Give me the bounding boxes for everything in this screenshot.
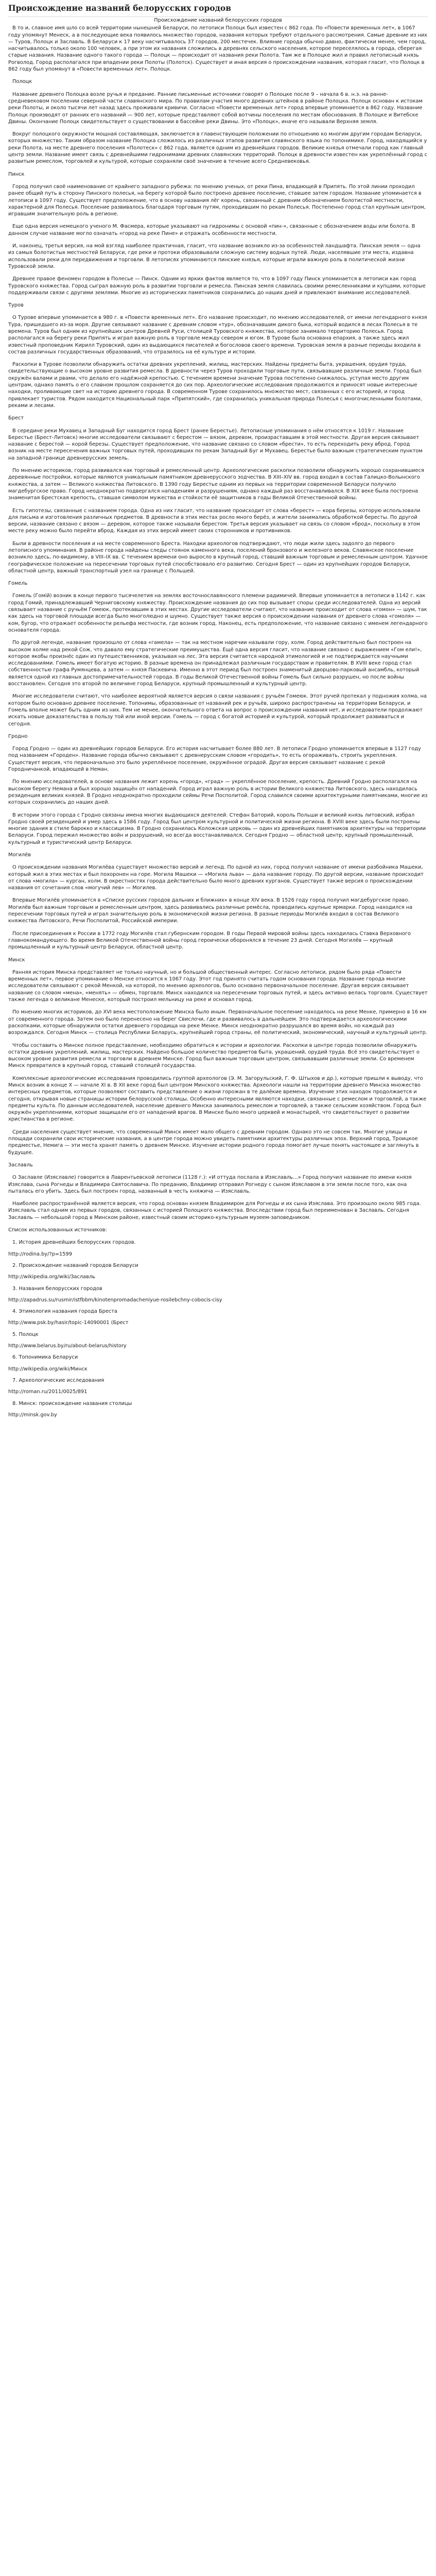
section-heading: Гродно xyxy=(8,733,28,739)
paragraph: Полоцк xyxy=(12,79,32,85)
paragraph: Древнее правое феномен городом в Полесье — Пинск. Одним из ярких фактов является то, что в 1097 году Пинск упоминается в летописи как город Туровского княжества. Город сыграл важную роль в развитии торговли и ремесла. Пинская земля славилась своими ремесленниками и купцами, которые поддерживали связи с другими землями. Многие из исторических памятников сохранились до наших дней и привлекают внимание исследователей. xyxy=(8,276,426,296)
paragraph: И, наконец, третья версия, на мой взгляд наиболее практичная, гласит, что название возникло из-за особенностей ландшафта. Пинская земля — одна из самых болотистых местностей Беларуси, где реки и протоки образовывали сложную систему водных путей. Люди, населявшие эти места, издавна использовали реки для передвижения и торговли. В летописях упоминаются пинские князья, которые играли важную роль в политической жизни Туровской земли. xyxy=(8,243,421,269)
source-link[interactable]: http://wikipedia.org/wiki/Минск xyxy=(8,1366,88,1372)
source-title: 1. История древнейших белорусских городов. xyxy=(12,1240,136,1246)
paragraph: Город получил своё наименование от крайнего западного рубежа: по мнению ученых, от реки Пина, впадающей в Припять. По этой линии проходил ранее общий путь в сторону Пинского полесья, на берегу которой было построено древнее поселение, ставшее затем городом. Название упоминается в летописи в 1097 году. Существует предположение, что в основу названия лёг корень, связанный с древним обозначением болотистой местности, характерной для Полесья. Поселение развивалось благодаря торговым путям, проходившим по рекам Полесья. Постепенно город стал крупным центром, игравшим значительную роль в регионе. xyxy=(8,183,426,217)
source-link[interactable]: http://www.belarus.by/ru/about-belarus/history xyxy=(8,1343,127,1349)
paragraph: В истории этого города с Гродно связаны имена многих выдающихся деятелей. Стефан Баторий, король Польши и великий князь литовский, избрал Гродно своей резиденцией и умер здесь в 1586 году. Город был центром культурной и политической жизни региона. В XVIII веке здесь были построены многие здания в стиле барокко и классицизма. В Гродно сохранилась Коложская церковь — один из древнейших памятников архитектуры на территории Беларуси. Город пережил множество войн и разрушений, но всегда восстанавливался. Сегодня Гродно — областной центр, крупный промышленный, культурный и туристический центр Беларуси. xyxy=(8,812,426,845)
document-subtitle: Происхождение названий белорусских городов xyxy=(154,18,282,23)
paragraph: Были в древности поселения и на месте современного Бреста. Находки археологов подтверждают, что люди жили здесь задолго до первого летописного упоминания. В районе города найдены следы стоянок каменного века, поселений бронзового и железного веков. Славянское поселение возникло здесь, по-видимому, в VIII–IX вв. С течением времени оно выросло в крупный город, ставший важным торговым и ремесленным центром. Удачное географическое положение на пересечении торговых путей способствовало его развитию. Сегодня Брест — один из крупнейших городов Беларуси, областной центр, важный транспортный узел на границе с Польшей. xyxy=(8,540,428,574)
source-link[interactable]: http://rodina.by/?p=1599 xyxy=(8,1251,72,1257)
paragraph: Многие исследователи считают, что наиболее вероятной является версия о связи названия с ручьём Гомеюк. Этот ручей протекал у подножия холма, на котором было основано древнее поселение. Топонимы, образованные от названий рек и ручьёв, широко распространены на территории Беларуси, и Гомель вполне может быть одним из них. Тем не менее, окончательного ответа на вопрос о происхождении названия нет, и исследователи продолжают искать новые доказательства в пользу той или иной версии. Гомель — город с богатой историей и культурой, который продолжает развиваться и сегодня. xyxy=(8,693,427,727)
section-heading: Гомель xyxy=(8,581,28,587)
source-link[interactable]: http://minsk.gov.by xyxy=(8,1412,57,1418)
section-heading: Заславль xyxy=(8,1162,33,1168)
section-heading: Пинск xyxy=(8,171,25,177)
paragraph: Впервые Могилёв упоминается в «Списке русских городов дальних и ближних» в конце XIV века. В 1526 году город получил магдебургское право. Могилёв был важным торговым и ремесленным центром, здесь развивались различные ремёсла, проводились крупные ярмарки. Город находился на пересечении торговых путей и играл значительную роль в экономической жизни региона. В разные периоды Могилёв входил в состав Великого княжества Литовского, Речи Посполитой, Российской империи. xyxy=(8,897,413,924)
paragraph: О Турове впервые упоминается в 980 г. в «Повести временных лет». Его название происходит, по мнению исследователей, от имени легендарного князя Тура, пришедшего из-за моря. Другие связывают название с древним словом «тур», обозначавшим дикого быка, который водился в лесах Полесья в те времена. Туров был одним из крупнейших центров Древней Руси, столицей Туровского княжества, которое занимало территорию Полесья. Город располагался на берегу реки Припять и играл важную роль в торговле между севером и югом. В Турове была основана епархия, а также здесь жил известный проповедник Кирилл Туровский, один из выдающихся писателей и богословов своего времени. Туровская земля в разные периоды входила в состав различных государственных образований, что отразилось на её культуре и истории. xyxy=(8,315,427,355)
section-heading: Туров xyxy=(8,302,24,309)
source-title: 3. Названия белорусских городов xyxy=(12,1285,102,1292)
source-title: 2. Происхождение названий городов Беларуси xyxy=(12,1262,138,1268)
paragraph: Наиболее распространённой является версия, что город основан князем Владимиром для Рогнеды и их сына Изяслава. Это произошло около 985 года. Изяславль стал одним из первых городов, связанных с историей Полоцкого княжества. Впоследствии город был переименован в Заславль. Сегодня Заславль — небольшой город в Минском районе, известный своим историко-культурным музеем-заповедником. xyxy=(8,1201,421,1221)
paragraph: Название древнего Полоцка возле ручья и предание. Ранние письменные источники говорят о Полоцке после 9 – начала 6 в. н.э. на ранне-средневековом поселении северной части славянского мира. По правилам участия много древних штейнов в районе Полоцка. Полоцк основан к истокам реки Полоты, и около тысячи лет назад здесь проживали кривичи. Согласно «Повести временных лет» город впервые упоминается в 862 году. Название Полоцк производят от ранних его названий — 900 лет, которые представляют собой вотчины поселения по местам обоснования. В Полоцке и Витебске Двины. Окончание Полоцк свидетельствует о существовании в бассейне реки Двины. Это «Полоцк», иначе его называли Верхняя земля. xyxy=(8,91,423,125)
paragraph: О Заславле (Изяславле) говорится в Лаврентьевской летописи (1128 г.): «И оттуда послала в Изяславль…» Город получил название по имени князя Изяслава, сына Рогнеды и Владимира Святославича. По преданию, Владимир отправил Рогнеду с сыном Изяславом в эти земли после того, как она пыталась его убить. Здесь был построен город, названный в честь княжича — Изяславль. xyxy=(8,1175,412,1194)
paragraph: После присоединения к России в 1772 году Могилёв стал губернским городом. В годы Первой мировой войны здесь находилась Ставка Верховного главнокомандующего. Во время Великой Отечественной войны город героически оборонялся в течение 23 дней. Сегодня Могилёв — крупный промышленный и культурный центр Беларуси, областной центр. xyxy=(8,930,411,951)
paragraph: По другой легенде, название произошло от слова «гамела» — так на местном наречии называли гору, холм. Город действительно был построен на высоком холме над рекой Сож, что давало ему стратегические преимущества. Ещё одна версия гласит, что название связано с выражением «Гом ели!», которое якобы произнёс один из путешественников, указывая на лес. Эта версия считается народной этимологией и не подтверждается научными исследованиями. Гомель имеет богатую историю. В разные времена он принадлежал различным государствам и правителям. В XVIII веке город стал собственностью графа Румянцева, а затем — князя Паскевича. Именно в этот период был построен знаменитый дворцово-парковый ансамбль, который является одной из главных достопримечательностей города. В годы Великой Отечественной войны Гомель был сильно разрушен, но после войны восстановлен. Сегодня это второй по величине город Беларуси, крупный промышленный и культурный центр. xyxy=(8,640,422,687)
sources-list xyxy=(8,1239,428,1418)
section-heading: Могилёв xyxy=(8,852,31,858)
source-link[interactable]: http://zapadrus.su/rusmir/istfbbm/kinotenpromadacheniyue-rosilebchny-cobocis-cisy xyxy=(8,1297,222,1303)
sources-heading: Список использованных источников: xyxy=(8,1227,107,1233)
document-body xyxy=(8,25,428,1221)
source-title: 6. Топонимика Беларуси xyxy=(12,1354,78,1361)
section-heading: Минск xyxy=(8,957,25,963)
paragraph: В середине реки Мухавец и Западный Буг находится город Брест (ранее Берестье). Летописные упоминания о нём относятся к 1019 г. Название Берестье (Брест-Литовск) многие исследователи связывают с берестом — вязом, деревом, произраставшим в этой местности. Другая версия связывает название с берестой — корой березы. Существует предположение, что название связано со словом «брести», то есть переходить реку вброд. Город возник на месте пересечения важных торговых путей, проходивших по рекам Западный Буг и Мухавец. Берестье было важным стратегическим пунктом на западной границе древнерусских земель. xyxy=(8,428,423,461)
source-link[interactable]: http://roman.ru/2011/0025/891 xyxy=(8,1389,88,1395)
paragraph: Гомель (Гомій) возник в конце первого тысячелетия на землях восточнославянского племени радимичей. Впервые упоминается в летописи в 1142 г. как город Гомий, принадлежавший Черниговскому княжеству. Происхождение названия до сих пор вызывает споры среди исследователей. Одна из версий связывает название с ручьём Гомеюк, протекавшим в этих местах. Другие исследователи считают, что название происходит от слова «гомон» — шум, так как здесь на торговой площади всегда было многолюдно и шумно. Существует также версия о происхождении названия от древнего слова «гомоля» — ком, бугор, что отражает особенности рельефа местности, где возник город. Наконец, есть предположение, что название связано с именем легендарного основателя города. xyxy=(8,593,428,633)
paragraph: О происхождении названия Могилёва существует множество версий и легенд. По одной из них, город получил название от имени разбойника Машеки, который жил в этих местах и был похоронен на горе. Могила Машеки — «Могила льва» — дала название городу. По другой версии, название происходит от слова «могила» — курган, холм. В окрестностях города действительно было много древних курганов. Существует также версия о происхождении названия от сочетания слов «могучий лев» — Могилев. xyxy=(8,865,424,891)
paragraph: Среди населения существует мнение, что современный Минск имеет мало общего с древним городом. Однако это не совсем так. Многие улицы и площади сохранили свои исторические названия, а в центре города можно увидеть памятники архитектуры различных эпох. Верхний город, Троицкое предместье, Немига — эти места хранят память о древнем Минске. Изучение истории родного города помогает лучше понять настоящее и заглянуть в будущее. xyxy=(8,1129,419,1156)
document-page xyxy=(8,0,428,2576)
paragraph: В то и, славное имя шло со всей территории нынешней Беларуси, по летописи Полоцк был известен с 862 года. По «Повести временных лет», в 1067 году упомянут Менеск, а в последующие века появилось множество городов, названия которых требуют отдельного рассмотрения. Самые древние из них — Туров, Полоцк и Заславль. В Беларуси к 17 веку насчитывалось 37 городов, 200 местечек. Влияние города обычно давно, фактически менее, чем город, насчитывалось только около 100 человек, а при этом их названия сложились в деревнях сельского населения, которое переселялось в города, сберегая старые названия. Название одного такого города — Полоцк — происходит от названия реки Полота. Там же в Полоцке жил и правил летописный князь Рогволод. Город располагался при впадении реки Полоты (Полотск). Существует и иная версия о происхождении названия, которая гласит, что Полоцк в 862 году был упомянут в «Повести временных лет». Полоцк. xyxy=(8,25,427,73)
paragraph: По мнению многих историков, до XVI века местоположение Минска было иным. Первоначальное поселение находилось на реке Менке, примерно в 16 км от современного города. Затем оно было перенесено на берег Свислочи, где и развивалось в дальнейшем. Это подтверждается археологическими раскопками, которые обнаружили остатки древнего городища на реке Менке. Минск неоднократно разрушался во время войн, но каждый раз возрождался. Сегодня Минск — столица Республики Беларусь, крупнейший город страны, её политический, экономический, научный и культурный центр. xyxy=(8,1009,427,1036)
paragraph: По мнению историков, город развивался как торговый и ремесленный центр. Археологические раскопки позволили обнаружить хорошо сохранившиеся деревянные постройки, которые являются уникальным памятником древнерусского зодчества. В XIII–XIV вв. город входил в состав Галицко-Волынского княжества, а затем — Великого княжества Литовского. В 1390 году Берестье одним из первых на территории современной Беларуси получило магдебургское право. Город неоднократно подвергался нападениям и разрушениям, однако каждый раз восстанавливался. В XIX веке была построена знаменитая Брестская крепость, ставшая символом мужества и стойкости её защитников в годы Великой Отечественной войны. xyxy=(8,468,424,501)
paragraph: Город Гродно — один из древнейших городов Беларуси. Его история насчитывает более 880 лет. В летописи Гродно упоминается впервые в 1127 году под названием «Городен». Название города обычно связывают с древнерусским словом «городить», то есть огораживать, строить укрепления. Существует версия, что первоначально это было укреплённое поселение, окружённое оградой. Другая версия связывает название с рекой Городничанкой, впадающей в Неман. xyxy=(8,746,421,773)
source-title: 8. Минск: происхождение названия столицы xyxy=(12,1400,132,1406)
page-title: Происхождение названий белорусских городов xyxy=(8,0,428,17)
source-title: 7. Археологические исследования xyxy=(12,1377,104,1383)
paragraph: Раскопки в Турове позволили обнаружить остатки древних укреплений, жилищ, мастерских. Найдены предметы быта, украшения, орудия труда, свидетельствующие о высоком уровне развития ремесла. В древности через Туров проходили торговые пути, связывавшие различные земли. Город был окружён валами и рвами, что делало его надёжной крепостью. С течением времени значение Турова постепенно снижалось, уступая место другим центрам, однако память о его славном прошлом сохраняется до сих пор. Археологические исследования продолжаются и приносят новые интересные находки, проливающие свет на историю древнего города. В современном Турове сохранилось множество мест, связанных с его историей, и город привлекает туристов. Рядом находится Национальный парк «Припятский», где сохранилась уникальная природа Полесья с многочисленными болотами, реками и лесами. xyxy=(8,362,423,409)
paragraph: Чтобы составить о Минске полное представление, необходимо обратиться к истории и археологии. Раскопки в центре города позволили обнаружить остатки древних укреплений, жилищ, мастерских. Найдено большое количество предметов быта, украшений, орудий труда. Всё это свидетельствует о высоком уровне развития ремесла и торговли в древнем Минске. Город был важным торговым центром, связывавшим различные земли. Со временем Минск превратился в крупный город, ставший столицей государства. xyxy=(8,1042,420,1069)
source-title: 5. Полоцк xyxy=(12,1331,39,1337)
paragraph: Еще одна версия немецкого ученого М. Фасмера, которые указывают на гидронимы с основой «пин-», связанные с обозначением воды или болота. В данном случае название могло означать «город на реке Пине» и отражать особенности местности. xyxy=(8,224,415,236)
source-link[interactable]: http://www.psk.by/hasir/topic-14090001 (Брест xyxy=(8,1320,129,1326)
paragraph: По мнению исследователей, в основе названия лежит корень «город», «град» — укреплённое поселение, крепость. Древний Гродно располагался на высоком берегу Немана и был хорошо защищён от нападений. Город играл важную роль в истории Великого княжества Литовского, здесь находилась резиденция великих князей. В Гродно неоднократно проходили сеймы Речи Посполитой. Город славился своими архитектурными памятниками, многие из которых сохранились до наших дней. xyxy=(8,779,428,806)
section-heading: Брест xyxy=(8,415,24,421)
paragraph: Есть гипотезы, связанные с названием города. Одна из них гласит, что название происходит от слова «берест» — кора березы, которую использовали для письма и изготовления различных предметов. В древности в этих местах росло много берёз, и жители занимались обработкой бересты. По другой версии, название связано с вязом — деревом, которое также называли берестом. Третья версия указывает на связь со словом «брод», поскольку в этом месте реку можно было перейти вброд. Каждая из этих версий имеет своих сторонников и противников. xyxy=(8,507,421,534)
paragraph: Комплексные археологические исследования проводились группой археологов (Э. М. Загорульский, Г. Ф. Штыхов и др.), которые пришли к выводу, что Минск возник в конце X — начале XI в. В XII веке город был центром Минского княжества. Археологи нашли на территории древнего Минска множество интересных предметов, которые позволяют составить представление о жизни горожан в те далёкие времена. Изучение этих находок продолжается и сегодня, открывая новые страницы истории белорусской столицы. Особенно интересными являются находки, связанные с ремеслом и торговлей, а также предметы культа. По данным исследователей, население древнего Минска занималось ремеслом и торговлей, а также сельским хозяйством. Город был окружён укреплениями, которые защищали его от нападений врагов. В Минске было много церквей и монастырей, что свидетельствует о развитии христианства в регионе. xyxy=(8,1075,427,1123)
paragraph: Вокруг полоцкого окружности мощная составляющая, заключается в главенствующем положении по отношению ко многим другим городам Беларуси, которых множество. Таким образом название Полоцка сложилось из различных этапов развития славянского языка по топонимике. Город, находящийся у реки Полота, на месте древнего поселения «Полотеск» с 862 года, является одним из древнейших городов. Великие князья отмечали город как главный центр земли. Название имеет связь с древнейшими гидронимами древних славянских территорий. Полоцк в древности известен как укреплённый город с развитым ремеслом, торговлей и культурой, которые сохраняли своё значение в течение всего Средневековья. xyxy=(8,131,427,165)
source-link[interactable]: http://wikipedia.org/wiki/Заславль xyxy=(8,1274,95,1280)
paragraph: Ранняя история Минска представляет не только научный, но и большой общественный интерес. Согласно летописи, рядом было ряда «Повести временных лет», первое упоминание о Менске относится к 1067 году. Этот год принято считать годом основания города. Название города многие исследователи связывают с рекой Менкой, на которой, по мнению археологов, было основано первоначальное поселение. Другая версия связывает название со словом «мена», «менять» — обмен, торговля. Минск находился на пересечении торговых путей, и здесь активно велась торговля. Существует также легенда о великане Менеске, который построил мельницу на реке и основал город. xyxy=(8,969,428,1003)
source-title: 4. Этимология названия города Бреста xyxy=(12,1309,118,1315)
